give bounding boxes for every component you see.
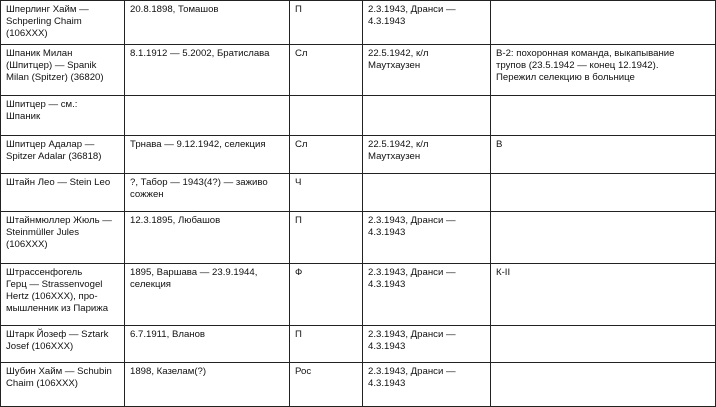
notes-cell xyxy=(491,174,716,212)
birth-death-cell xyxy=(125,96,290,136)
table-row xyxy=(1,174,716,212)
notes-cell xyxy=(491,326,716,363)
notes-cell xyxy=(491,1,716,45)
nationality-cell: Ф xyxy=(290,264,363,326)
deportation-cell xyxy=(363,174,491,212)
nationality-cell: П xyxy=(290,212,363,264)
nationality-cell: Рос xyxy=(290,363,363,407)
notes-cell: В xyxy=(491,136,716,174)
nationality-cell: П xyxy=(290,326,363,363)
birth-death-cell: 8.1.1912 — 5.2002, Братислава xyxy=(125,45,290,96)
deportation-cell: 2.3.1943, Дранси — 4.3.1943 xyxy=(363,363,491,407)
table-row xyxy=(1,326,716,363)
table-row xyxy=(1,1,716,45)
name-cell: Шперлинг Хайм — Schperling Chaim (106XXX) xyxy=(1,1,125,45)
deportation-cell: 2.3.1943, Дранси — 4.3.1943 xyxy=(363,212,491,264)
notes-cell: К-II xyxy=(491,264,716,326)
notes-cell xyxy=(491,96,716,136)
table-row xyxy=(1,264,716,326)
notes-cell xyxy=(491,212,716,264)
name-cell: Штарк Йозеф — Sztark Josef (106XXX) xyxy=(1,326,125,363)
birth-death-cell: Трнава — 9.12.1942, селекция xyxy=(125,136,290,174)
name-cell: Шубин Хайм — Schubin Chaim (106XXX) xyxy=(1,363,125,407)
deportation-cell: 2.3.1943, Дранси — 4.3.1943 xyxy=(363,326,491,363)
deportation-cell xyxy=(363,96,491,136)
name-cell: Шпитцер — см.: Шпаник xyxy=(1,96,125,136)
name-cell: Штайн Лео — Stein Leo xyxy=(1,174,125,212)
notes-cell xyxy=(491,363,716,407)
nationality-cell: Сл xyxy=(290,45,363,96)
nationality-cell: Сл xyxy=(290,136,363,174)
name-cell: Шпитцер Адалар — Spitzer Adalar (36818) xyxy=(1,136,125,174)
birth-death-cell: 20.8.1898, Томашов xyxy=(125,1,290,45)
birth-death-cell: 1895, Варшава — 23.9.1944, селекция xyxy=(125,264,290,326)
nationality-cell: П xyxy=(290,1,363,45)
nationality-cell xyxy=(290,96,363,136)
deportation-cell: 2.3.1943, Дранси — 4.3.1943 xyxy=(363,264,491,326)
table-row xyxy=(1,45,716,96)
table-row xyxy=(1,363,716,407)
name-cell: Штрассенфогель Герц — Strassenvogel Hertz (106XXX), про- мышленник из Парижа xyxy=(1,264,125,326)
deportation-cell: 22.5.1942, к/л Маутхаузен xyxy=(363,45,491,96)
deportation-cell: 2.3.1943, Дранси — 4.3.1943 xyxy=(363,1,491,45)
birth-death-cell: 6.7.1911, Вланов xyxy=(125,326,290,363)
table-row xyxy=(1,136,716,174)
name-cell: Шпаник Милан (Шпитцер) — Spanik Milan (Spitzer) (36820) xyxy=(1,45,125,96)
birth-death-cell: 12.3.1895, Любашов xyxy=(125,212,290,264)
nationality-cell: Ч xyxy=(290,174,363,212)
notes-cell: В-2: похоронная команда, выкапывание трупов (23.5.1942 — конец 12.1942). Пережил селекцию в больнице xyxy=(491,45,716,96)
table-row xyxy=(1,96,716,136)
name-cell: Штайнмюллер Жюль — Steinmüller Jules (106XXX) xyxy=(1,212,125,264)
deportation-cell: 22.5.1942, к/л Маутхаузен xyxy=(363,136,491,174)
birth-death-cell: ?, Табор — 1943(4?) — заживо сожжен xyxy=(125,174,290,212)
table-row xyxy=(1,212,716,264)
birth-death-cell: 1898, Казелам(?) xyxy=(125,363,290,407)
